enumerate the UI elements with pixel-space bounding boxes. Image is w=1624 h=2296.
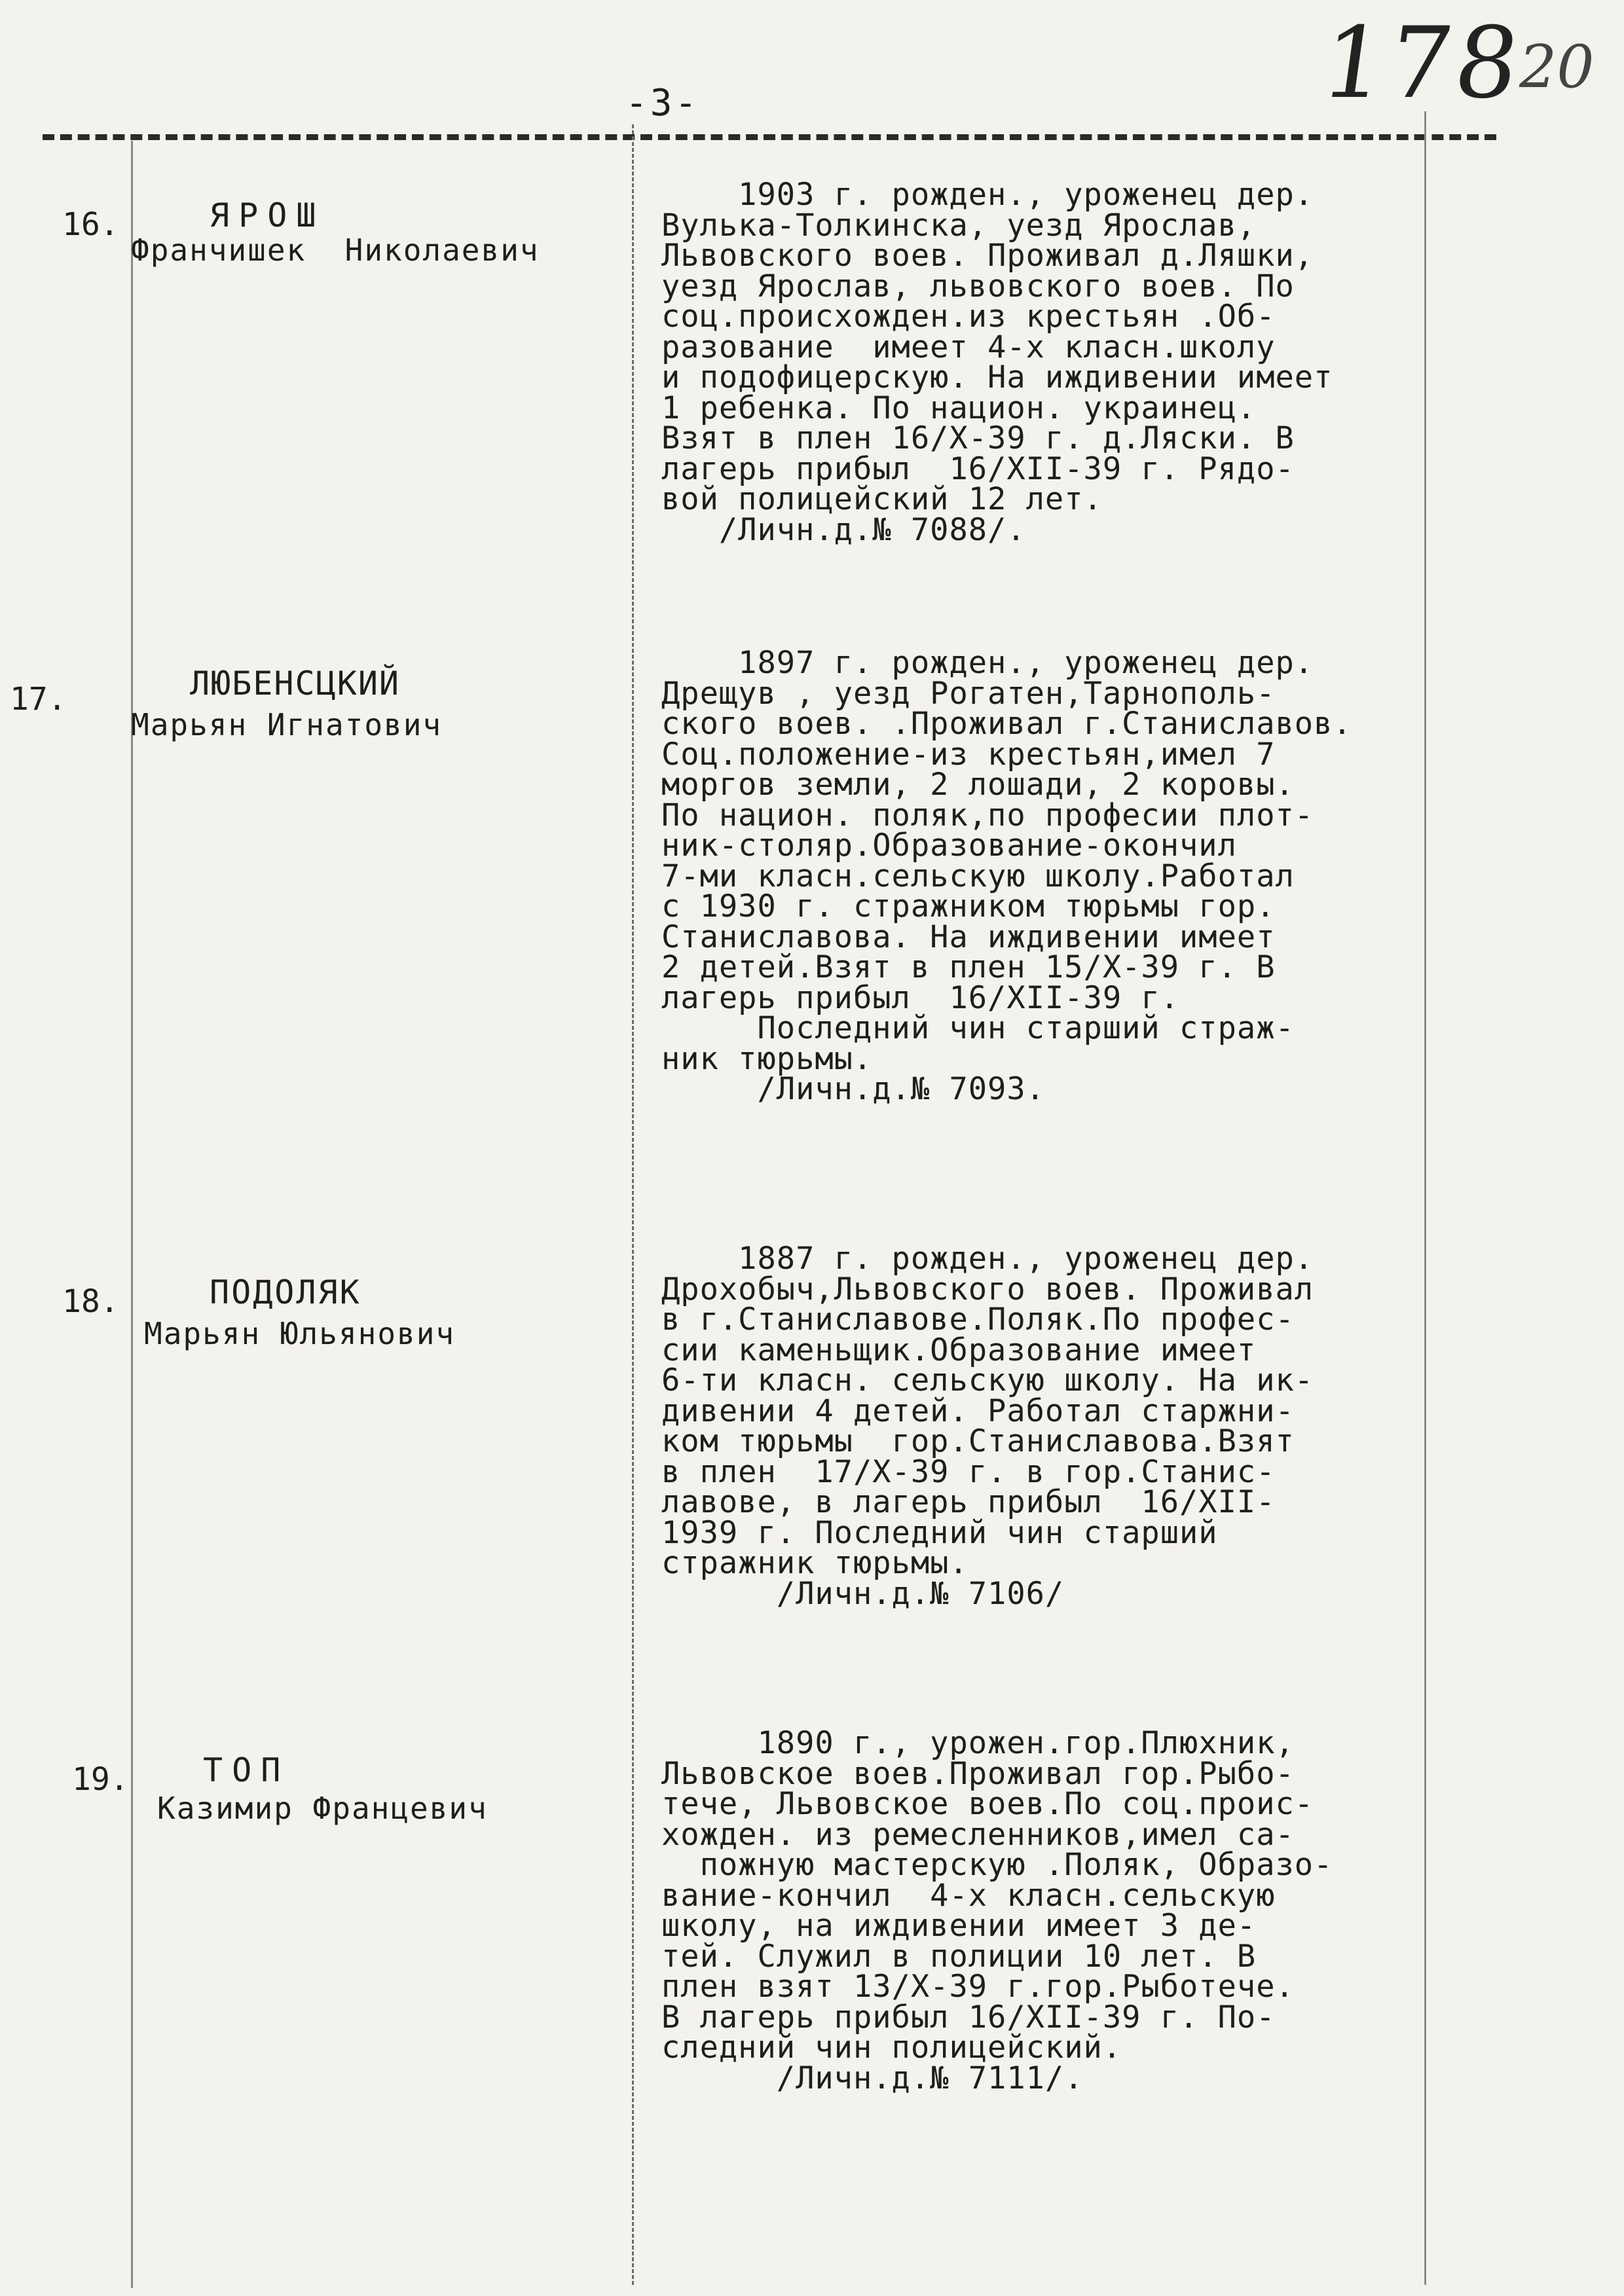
given-names: Марьян Игнатович xyxy=(131,707,443,742)
biography xyxy=(661,645,1434,1107)
given-names: Франчишек Николаевич xyxy=(131,232,540,268)
bio-line: Станиславова. На иждивении имеет xyxy=(661,919,1276,955)
bio-line: 1903 г. рожден., уроженец дер. xyxy=(661,177,1314,213)
bio-line: плен взят 13/X-39 г.гор.Рыботече. xyxy=(661,1969,1295,2005)
bio-line: По национ. поляк,по професии плот- xyxy=(661,797,1314,833)
bio-line: ского воев. .Проживал г.Станиславов. xyxy=(661,706,1352,742)
entry-number: 17. xyxy=(10,681,67,718)
bio-line: школу, на иждивении имеет 3 де- xyxy=(661,1908,1257,1944)
bio-line: 1 ребенка. По национ. украинец. xyxy=(661,390,1257,426)
bio-line: в г.Станиславове.Поляк.По профес- xyxy=(661,1302,1295,1338)
column-rule-middle xyxy=(632,124,634,2285)
bio-line: 6-ти класн. сельскую школу. На ик- xyxy=(661,1362,1314,1398)
bio-line: Львовского воев. Проживал д.Ляшки, xyxy=(661,238,1314,274)
biography xyxy=(661,1241,1434,1612)
bio-line: моргов земли, 2 лошади, 2 коровы. xyxy=(661,767,1295,803)
bio-line: /Личн.д.№ 7093. xyxy=(661,1071,1045,1107)
entry-number: 18. xyxy=(62,1283,119,1320)
bio-line: 7-ми класн.сельскую школу.Работал xyxy=(661,858,1295,894)
bio-line: /Личн.д.№ 7088/. xyxy=(661,511,1026,548)
bio-line: Дрещув , уезд Рогатен,Тарнополь- xyxy=(661,675,1276,712)
bio-line: вание-кончил 4-х класн.сельскую xyxy=(661,1877,1276,1914)
entry-number: 16. xyxy=(62,206,119,243)
bio-line: ком тюрьмы гор.Станиславова.Взят xyxy=(661,1423,1295,1459)
bio-line: 2 детей.Взят в плен 15/X-39 г. В xyxy=(661,949,1276,985)
bio-line: 1939 г. Последний чин старший xyxy=(661,1514,1218,1551)
bio-line: тече, Львовское воев.По соц.проис- xyxy=(661,1786,1314,1822)
archive-number: 178 xyxy=(1314,7,1530,120)
bio-line: следний чин полицейский. xyxy=(661,2030,1122,2066)
surname: ПОДОЛЯК xyxy=(210,1273,361,1311)
bio-line: тей. Служил в полиции 10 лет. В xyxy=(661,1938,1257,1975)
top-dashed-rule xyxy=(43,134,1496,140)
bio-line: уезд Ярослав, львовского воев. По xyxy=(661,268,1295,304)
biography xyxy=(661,177,1434,548)
bio-line: Последний чин старший страж- xyxy=(661,1010,1295,1046)
bio-line: сии каменьщик.Образование имеет xyxy=(661,1332,1257,1368)
bio-line: ник-столяр.Образование-окончил xyxy=(661,828,1237,864)
bio-line: Взят в плен 16/X-39 г. д.Ляски. В xyxy=(661,420,1295,456)
entry-number: 19. xyxy=(72,1761,129,1798)
bio-line: разование имеет 4-х класн.школу xyxy=(661,329,1276,365)
bio-line: лагерь прибыл 16/XII-39 г. xyxy=(661,979,1180,1016)
surname: ЯРОШ xyxy=(210,196,325,234)
bio-line: 1897 г. рожден., уроженец дер. xyxy=(661,645,1314,681)
bio-line: с 1930 г. стражником тюрьмы гор. xyxy=(661,888,1276,924)
bio-line: и подофицерскую. На иждивении имеет xyxy=(661,359,1333,395)
given-names: Марьян Юльянович xyxy=(144,1316,456,1351)
bio-line: дивении 4 детей. Работал старжни- xyxy=(661,1393,1295,1429)
bio-line: /Личн.д.№ 7111/. xyxy=(661,2060,1084,2096)
biography xyxy=(661,1725,1434,2096)
bio-line: 1890 г., урожен.гор.Плюхник, xyxy=(661,1725,1295,1761)
bio-line: Соц.положение-из крестьян,имел 7 xyxy=(661,736,1276,773)
bio-line: в плен 17/X-39 г. в гор.Станис- xyxy=(661,1453,1276,1490)
surname: ТОП xyxy=(203,1751,290,1789)
bio-line: вой полицейский 12 лет. xyxy=(661,481,1103,517)
bio-line: 1887 г. рожден., уроженец дер. xyxy=(661,1241,1314,1277)
bio-line: Вулька-Толкинска, уезд Ярослав, xyxy=(661,207,1257,244)
bio-line: /Личн.д.№ 7106/ xyxy=(661,1575,1065,1612)
bio-line: хожден. из ремесленников,имел са- xyxy=(661,1816,1295,1853)
bio-line: соц.происхожден.из крестьян .Об- xyxy=(661,299,1276,335)
page-number: -3- xyxy=(625,82,700,124)
bio-line: Дрохобыч,Львовского воев. Проживал xyxy=(661,1271,1314,1307)
given-names: Казимир Францевич xyxy=(157,1791,488,1826)
column-rule-left xyxy=(131,141,133,2288)
bio-line: Львовское воев.Проживал гор.Рыбо- xyxy=(661,1755,1295,1792)
bio-line: стражник тюрьмы. xyxy=(661,1545,969,1581)
bio-line: лагерь прибыл 16/XII-39 г. Рядо- xyxy=(661,450,1295,487)
surname: ЛЮБЕНСЦКИЙ xyxy=(190,665,401,702)
sheet-number: 20 xyxy=(1519,33,1595,101)
bio-line: ник тюрьмы. xyxy=(661,1040,873,1077)
bio-line: пожную мастерскую .Поляк, Образо- xyxy=(661,1847,1333,1883)
bio-line: лавове, в лагерь прибыл 16/XII- xyxy=(661,1484,1276,1520)
bio-line: В лагерь прибыл 16/XII-39 г. По- xyxy=(661,1999,1276,2035)
